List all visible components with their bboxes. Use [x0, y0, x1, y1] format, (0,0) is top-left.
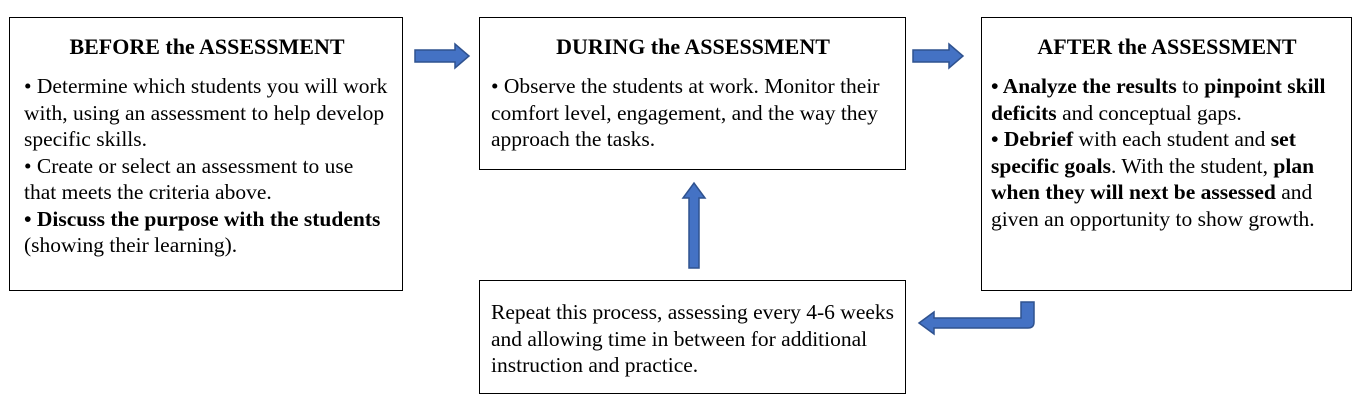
before-title: BEFORE the ASSESSMENT: [69, 34, 345, 59]
before-item-3-rest: (showing their learning).: [24, 233, 238, 257]
after-item-2-text-3: and given an opportunity to show growth.: [991, 180, 1315, 231]
after-item-2-text-1: with each student and: [1073, 127, 1271, 151]
repeat-text: Repeat this process, assessing every 4-6 weeks and allowing time in between for additional instruction and practice.: [491, 300, 895, 377]
after-item-2-bold-1: • Debrief: [991, 127, 1074, 151]
after-item-1-bold-1: • Analyze the results: [991, 74, 1177, 98]
during-item-1: • Observe the students at work. Monitor their comfort level, engagement, and the way they approach the tasks.: [491, 74, 880, 151]
arrow-repeat-to-during-icon: [683, 183, 705, 268]
after-item-1-bold-2: pinpoint skill deficits: [991, 74, 1326, 125]
arrow-before-to-during-icon: [415, 44, 469, 68]
after-item-1-text-1: to: [1176, 74, 1205, 98]
after-item-2-text-2: . With the student,: [1111, 153, 1274, 178]
before-item-3-bold: • Discuss the purpose with the students: [24, 206, 381, 231]
before-item-2: • Create or select an assessment to use that meets the criteria above.: [24, 153, 354, 204]
after-item-2-bold-3: plan when they will next be assessed: [991, 153, 1315, 204]
during-title: DURING the ASSESSMENT: [556, 34, 830, 59]
after-item-1-text-2: and conceptual gaps.: [1056, 100, 1242, 125]
after-item-2-bold-2: set specific goals: [991, 127, 1296, 178]
after-title: AFTER the ASSESSMENT: [1037, 34, 1297, 59]
arrow-during-to-after-icon: [913, 44, 963, 68]
arrow-after-to-repeat-icon: [919, 302, 1034, 334]
before-item-1: • Determine which students you will work with, using an assessment to help develop specific skills.: [24, 74, 388, 151]
